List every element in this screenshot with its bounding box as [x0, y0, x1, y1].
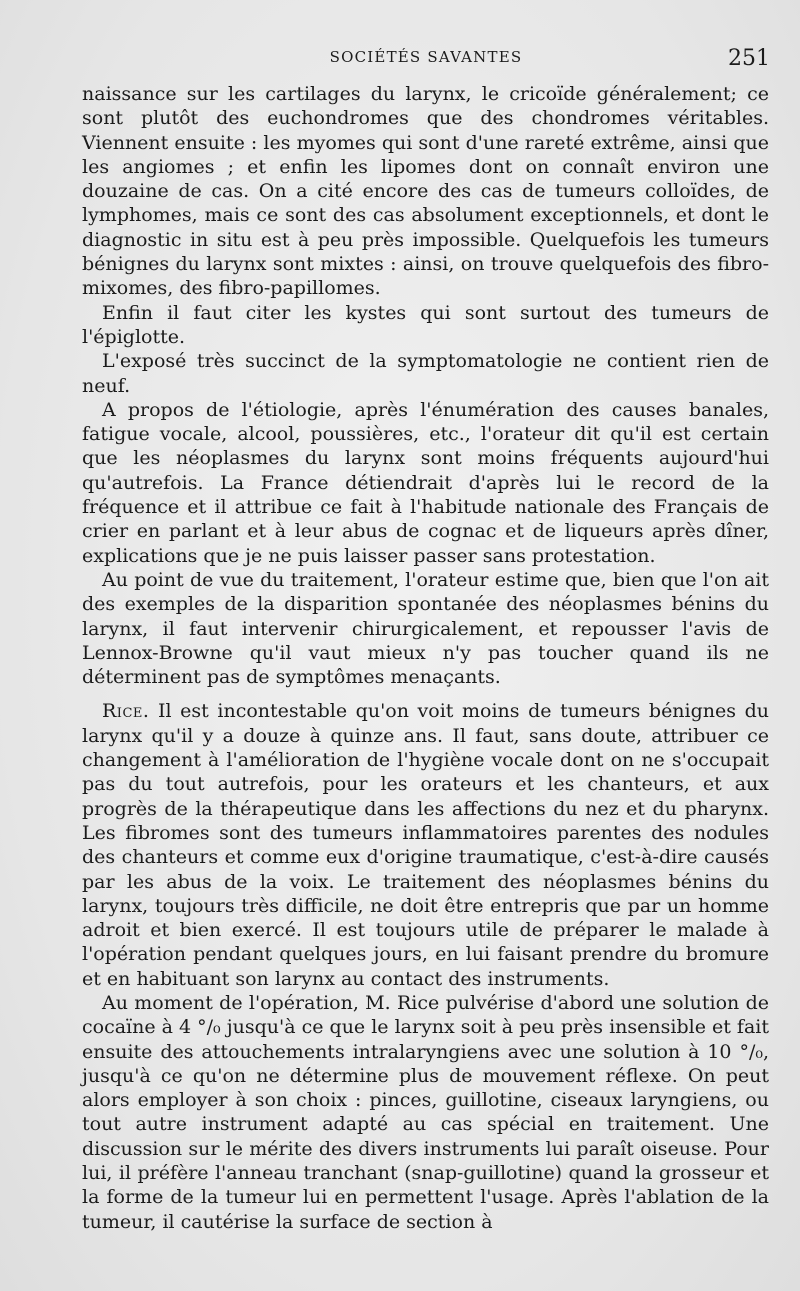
page-number: 251: [728, 46, 770, 71]
speaker-name: Rice.: [102, 700, 150, 723]
paragraph: L'exposé très succinct de la symptomatologie ne contient rien de neuf.: [82, 350, 769, 397]
paragraph: naissance sur les cartilages du larynx, le cricoïde généralement; ce sont plutôt des euchondromes que des chondromes véritables. Viennent ensuite : les myomes qui sont d'une rareté extrême, ainsi que les angiomes ; et enfin les lipomes dont on connaît environ une douzaine de cas. On a cité encore des cas de tumeurs colloïdes, de lymphomes, mais ce sont des cas absolument exceptionnels, et dont le diagnostic in situ est à peu près impossible. Quelquefois les tumeurs bénignes du larynx sont mixtes : ainsi, on trouve quelquefois des fibro-mixomes, des fibro-papillomes.: [82, 83, 769, 300]
body-text: [82, 82, 769, 1234]
running-title: SOCIÉTÉS SAVANTES: [329, 48, 523, 66]
rice-paragraph: [82, 699, 769, 991]
running-head: [80, 46, 772, 74]
paragraph: Au point de vue du traitement, l'orateur estime que, bien que l'on ait des exemples de la disparition spontanée des néoplasmes bénins du larynx, il faut intervenir chirurgicalement, et repousser l'avis de Lennox-Browne qu'il vaut mieux n'y pas toucher quand ils ne déterminent pas de symptômes menaçants.: [82, 568, 769, 689]
rice-text: Il est incontestable qu'on voit moins de tumeurs bénignes du larynx qu'il y a douze à quinze ans. Il faut, sans doute, attribuer ce changement à l'amélioration de l'hygiène vocale dont on ne s'occupait pas du tout autrefois, pour les orateurs et les chanteurs, et aux progrès de la thérapeutique dans les affections du nez et du pharynx. Les fibromes sont des tumeurs inflammatoires parentes des nodules des chanteurs et comme eux d'origine traumatique, c'est-à-dire causés par les abus de la voix. Le traitement des néoplasmes bénins du larynx, toujours très difficile, ne doit être entrepris que par un homme adroit et bien exercé. Il est toujours utile de préparer le malade à l'opération pendant quelques jours, en lui faisant prendre du bromure et en habituant son larynx au contact des instruments.: [82, 700, 769, 990]
paragraph: Enfin il faut citer les kystes qui sont surtout des tumeurs de l'épiglotte.: [82, 301, 769, 348]
paragraph: Au moment de l'opération, M. Rice pulvérise d'abord une solution de cocaïne à 4 °/₀ jusqu'à ce que le larynx soit à peu près insensible et fait ensuite des attouchements intralaryngiens avec une solution à 10 °/₀, jusqu'à ce qu'on ne détermine plus de mouvement réflexe. On peut alors employer à son choix : pinces, guillotine, ciseaux laryngiens, ou tout autre instrument adapté au cas spécial en traitement. Une discussion sur le mérite des divers instruments lui paraît oiseuse. Pour lui, il préfère l'anneau tranchant (snap-guillotine) quand la grosseur et la forme de la tumeur lui en permettent l'usage. Après l'ablation de la tumeur, il cautérise la surface de section à: [82, 991, 769, 1233]
paragraph: A propos de l'étiologie, après l'énumération des causes banales, fatigue vocale, alcool, poussières, etc., l'orateur dit qu'il est certain que les néoplasmes du larynx sont moins fréquents aujourd'hui qu'autrefois. La France détiendrait d'après lui le record de la fréquence et il attribue ce fait à l'habitude nationale des Français de crier en parlant et à leur abus de cognac et de liqueurs après dîner, explications que je ne puis laisser passer sans protestation.: [82, 398, 769, 567]
